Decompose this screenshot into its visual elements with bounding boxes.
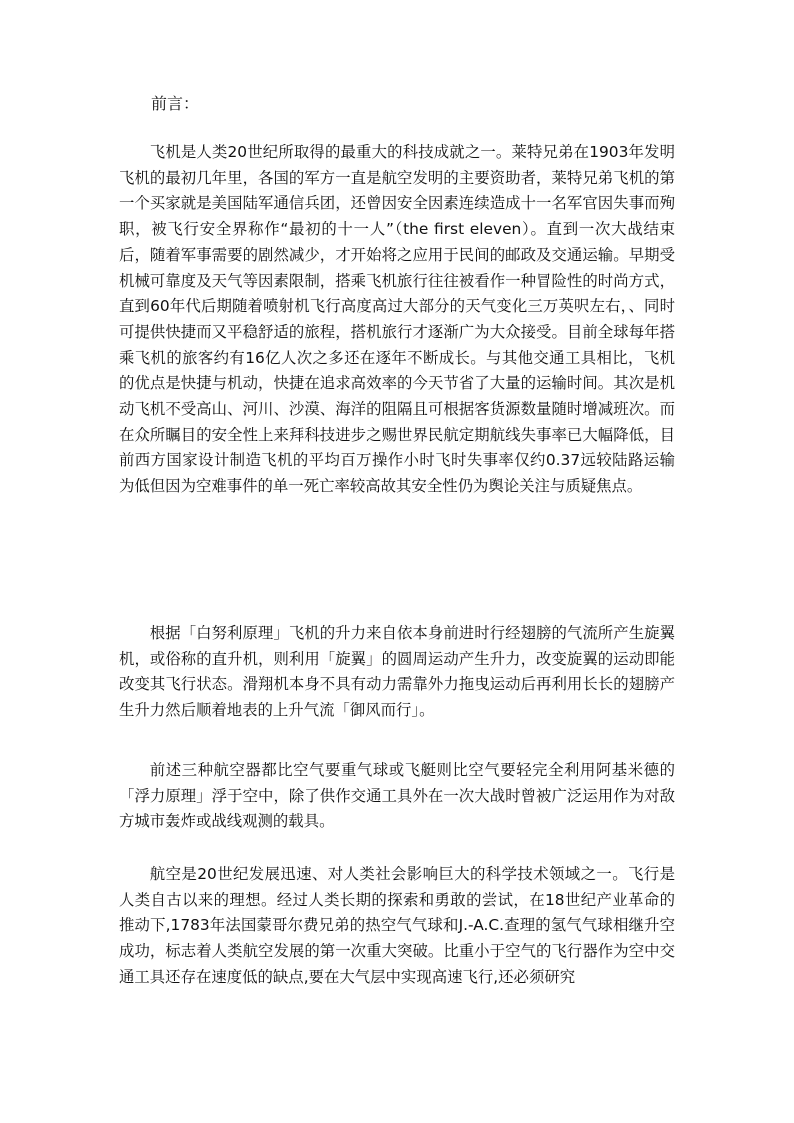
paragraph-buoyancy: 前述三种航空器都比空气要重气球或飞艇则比空气要轻完全利用阿基米德的「浮力原理」浮于空中，除了供作交通工具外在一次大战时曾被广泛运用作为对敌方城市轰炸或战线观测的载具。	[119, 761, 675, 831]
paragraph-aircraft-history: 飞机是人类20世纪所取得的最重大的科技成就之一。莱特兄弟在1903年发明飞机的最初几年里，各国的军方一直是航空发明的主要资助者，莱特兄弟飞机的第一个买家就是美国陆军通信兵团，还曾因安全因素连续造成十一名军官因失事而殉职，被飞行安全界称作“最初的十一人”（the first eleven）。直到一次大战结束后，随着军事需要的剧然减少，才开始将之应用于民间的邮政及交通运输。早期受机械可靠度及天气等因素限制，搭乘飞机旅行往往被看作一种冒险性的时尚方式，直到60年代后期随着喷射机飞行高度高过大部分的天气变化三万英呎左右，、同时可提供快捷而又平稳舒适的旅程，搭机旅行才逐渐广为大众接受。目前全球每年搭乘飞机的旅客约有16亿人次之多还在逐年不断成长。与其他交通工具相比，飞机的优点是快捷与机动，快捷在追求高效率的今天节省了大量的运输时间。其次是机动飞机不受高山、河川、沙漠、海洋的阻隔且可根据客货源数量随时增减班次。而在众所瞩目的安全性上来拜科技进步之赐世界民航定期航线失事率已大幅降低，目前西方国家设计制造飞机的平均百万操作小时飞时失事率仅约0.37远较陆路运输为低但因为空难事件的单一死亡率较高故其安全性仍为舆论关注与质疑焦点。	[119, 143, 675, 496]
preface-heading: 前言：	[151, 94, 200, 113]
paragraph-aviation-development: 航空是20世纪发展迅速、对人类社会影响巨大的科学技术领域之一。飞行是人类自古以来的理想。经过人类长期的探索和勇敢的尝试，在18世纪产业革命的推动下,1783年法国蒙哥尔费兄弟的热空气气球和J.-A.C.查理的氢气气球相继升空成功，标志着人类航空发展的第一次重大突破。比重小于空气的飞行器作为空中交通工具还存在速度低的缺点,要在大气层中实现高速飞行,还必须研究	[119, 865, 675, 986]
paragraph-lift-principle: 根据「白努利原理」飞机的升力来自依本身前进时行经翅膀的气流所产生旋翼机，或俗称的直升机，则利用「旋翼」的圆周运动产生升力，改变旋翼的运动即能改变其飞行状态。滑翔机本身不具有动力需靠外力拖曳运动后再利用长长的翅膀产生升力然后顺着地表的上升气流「御风而行」。	[119, 624, 675, 720]
